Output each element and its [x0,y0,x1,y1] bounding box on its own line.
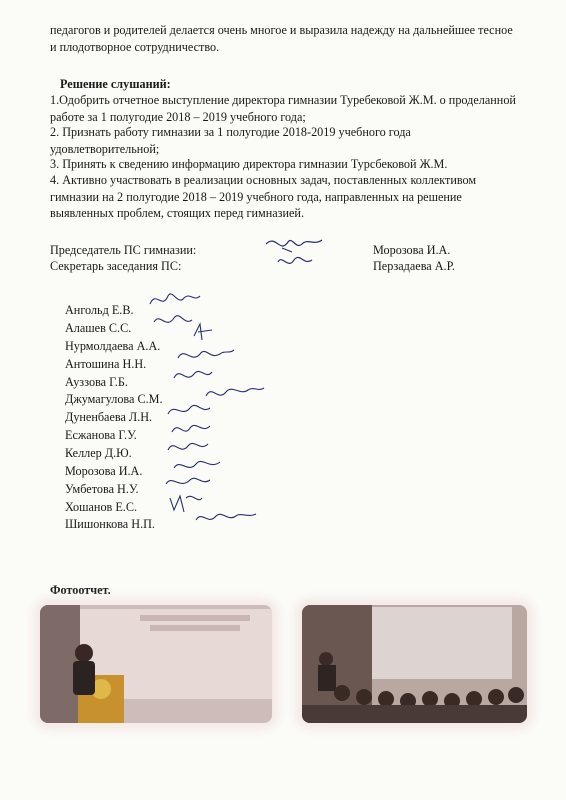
decision-item-4: 4. Активно участвовать в реализации основных задач, поставленных коллективом гимназии на 2 полугодие 2018 – 2019 учебного года, направленных на решение выявленных проблем, стоящих перед гимназией. [50,173,477,221]
intro-paragraph: педагогов и родителей делается очень многое и выразила надежду на дальнейшее тесное и плодотворное сотрудничество. [50,23,513,54]
member-name: Умбетова Н.У. [65,482,139,496]
member-name: Хошанов Е.С. [65,500,138,514]
member-name: Дуненбаева Л.Н. [65,410,153,424]
members-signatures-image [140,284,280,534]
decision-item-1: 1.Одобрить отчетное выступление директора гимназии Туребековой Ж.М. о проделанной работе за 1 полугодие 2018 – 2019 учебного года; [50,93,516,124]
decision-item-3: 3. Принять к сведению информацию директора гимназии Турсбековой Ж.М. [50,157,448,171]
member-name: Ангольд Е.В. [65,303,134,317]
decision-heading: Решение слушаний: [60,77,171,91]
member-name: Есжанова Г.У. [65,428,137,442]
event-photo-2 [302,605,527,723]
member-name: Джумагулова С.М. [65,392,163,406]
secretary-label: Секретарь заседания ПС: [50,259,182,273]
event-photo-1 [40,605,272,723]
member-name: Алашев С.С. [65,321,132,335]
decision-item-2: 2. Признать работу гимназии за 1 полугодие 2018-2019 учебного года удовлетворительной; [50,125,411,156]
secretary-name: Перзадаева А.Р. [373,259,455,273]
photo-report-heading: Фотоотчет. [50,583,111,597]
chair-name: Морозова И.А. [373,243,451,257]
chair-signature-image [262,232,332,274]
member-name: Антошина Н.Н. [65,357,147,371]
member-name: Нурмолдаева А.А. [65,339,161,353]
member-name: Шишонкова Н.П. [65,517,155,531]
chair-label: Председатель ПС гимназии: [50,243,197,257]
member-name: Ауззова Г.Б. [65,375,128,389]
member-name: Морозова И.А. [65,464,143,478]
member-name: Келлер Д.Ю. [65,446,132,460]
